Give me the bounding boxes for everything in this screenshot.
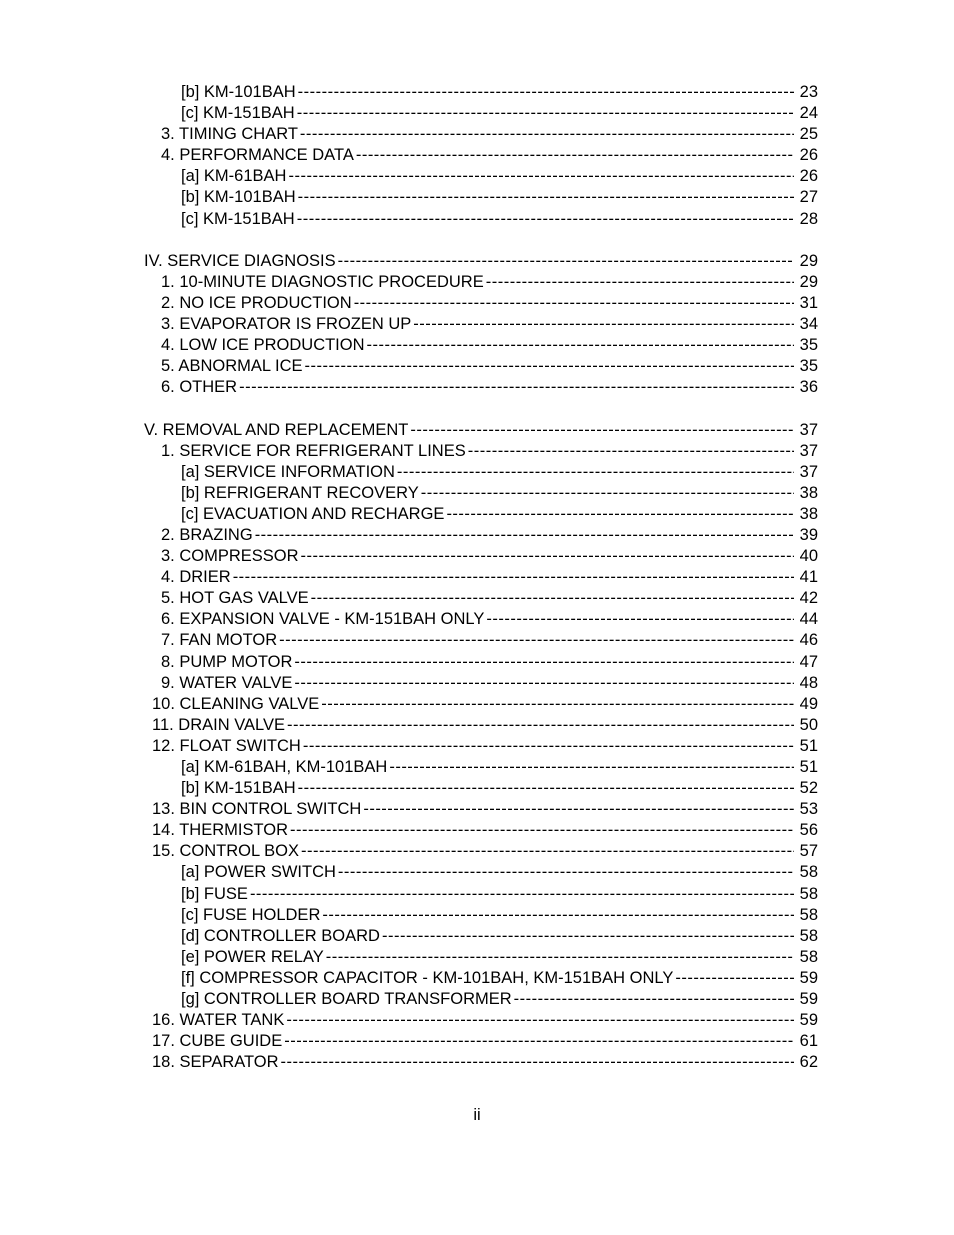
toc-entry-label: 4. PERFORMANCE DATA — [161, 145, 356, 166]
toc-dot-leader — [301, 841, 794, 862]
toc-entry-page: 59 — [798, 1010, 818, 1031]
toc-leader-line — [152, 820, 794, 841]
toc-dot-leader — [363, 799, 794, 820]
toc-entry-label: 1. 10-MINUTE DIAGNOSTIC PROCEDURE — [161, 272, 486, 293]
toc-leader-line — [161, 441, 794, 462]
toc-entry-label: 3. EVAPORATOR IS FROZEN UP — [161, 314, 413, 335]
toc-entry-page: 27 — [798, 187, 818, 208]
toc-entry-label: 16. WATER TANK — [152, 1010, 286, 1031]
toc-leader-line — [181, 757, 794, 778]
toc-entry-label: [b] KM-101BAH — [181, 187, 298, 208]
toc-entry-label: [e] POWER RELAY — [181, 947, 326, 968]
toc-entry-page: 59 — [798, 968, 818, 989]
toc-entry-page: 39 — [798, 525, 818, 546]
toc-dot-leader — [389, 757, 794, 778]
toc-entry-label: [d] CONTROLLER BOARD — [181, 926, 382, 947]
toc-dot-leader — [397, 462, 794, 483]
toc-entry-page: 25 — [798, 124, 818, 145]
toc-entry-page: 58 — [798, 862, 818, 883]
toc-entry-label: 10. CLEANING VALVE — [152, 694, 321, 715]
toc-entry-page: 37 — [798, 441, 818, 462]
toc-leader-line — [181, 483, 794, 504]
toc-entry[interactable] — [0, 947, 954, 968]
toc-leader-line — [161, 124, 794, 145]
toc-entry-label: 3. TIMING CHART — [161, 124, 300, 145]
toc-entry-label: 6. OTHER — [161, 377, 239, 398]
toc-entry[interactable] — [0, 652, 954, 673]
toc-leader-line — [181, 462, 794, 483]
toc-dot-leader — [298, 82, 794, 103]
toc-dot-leader — [279, 630, 794, 651]
toc-dot-leader — [486, 272, 794, 293]
toc-entry-page: 28 — [798, 209, 818, 230]
toc-leader-line — [161, 567, 794, 588]
toc-dot-leader — [338, 251, 794, 272]
toc-leader-line — [152, 841, 794, 862]
toc-leader-line — [161, 652, 794, 673]
toc-entry-label: 13. BIN CONTROL SWITCH — [152, 799, 363, 820]
toc-entry[interactable] — [0, 884, 954, 905]
toc-leader-line — [161, 630, 794, 651]
toc-entry-label: 2. NO ICE PRODUCTION — [161, 293, 354, 314]
toc-leader-line — [152, 715, 794, 736]
toc-entry-label: 9. WATER VALVE — [161, 673, 294, 694]
toc-entry-page: 49 — [798, 694, 818, 715]
section-spacer — [0, 398, 954, 419]
toc-entry[interactable] — [0, 314, 954, 335]
toc-entry-label: [c] KM-151BAH — [181, 103, 297, 124]
toc-entry-page: 62 — [798, 1052, 818, 1073]
toc-entry[interactable] — [0, 462, 954, 483]
toc-dot-leader — [486, 609, 794, 630]
toc-entry[interactable] — [0, 1052, 954, 1073]
toc-dot-leader — [290, 820, 794, 841]
toc-entry-label: 4. DRIER — [161, 567, 233, 588]
toc-entry-label: [a] KM-61BAH, KM-101BAH — [181, 757, 389, 778]
toc-entry-label: [b] FUSE — [181, 884, 250, 905]
toc-dot-leader — [413, 314, 794, 335]
toc-entry[interactable] — [0, 968, 954, 989]
toc-dot-leader — [338, 862, 794, 883]
toc-leader-line — [144, 420, 794, 441]
toc-entry-page: 56 — [798, 820, 818, 841]
toc-dot-leader — [326, 947, 794, 968]
toc-entry[interactable] — [0, 124, 954, 145]
toc-leader-line — [181, 926, 794, 947]
toc-entry[interactable] — [0, 293, 954, 314]
toc-leader-line — [181, 989, 794, 1010]
toc-entry-page: 59 — [798, 989, 818, 1010]
toc-entry-label: [c] FUSE HOLDER — [181, 905, 322, 926]
toc-entry-page: 41 — [798, 567, 818, 588]
toc-entry-page: 50 — [798, 715, 818, 736]
toc-leader-line — [161, 356, 794, 377]
toc-entry-label: 1. SERVICE FOR REFRIGERANT LINES — [161, 441, 468, 462]
toc-entry-page: 61 — [798, 1031, 818, 1052]
toc-entry[interactable] — [0, 736, 954, 757]
toc-entry-page: 36 — [798, 377, 818, 398]
toc-leader-line — [181, 778, 794, 799]
toc-entry[interactable] — [0, 335, 954, 356]
toc-leader-line — [161, 546, 794, 567]
toc-leader-line — [152, 736, 794, 757]
toc-entry-label: 18. SEPARATOR — [152, 1052, 281, 1073]
toc-entry-label: 6. EXPANSION VALVE - KM-151BAH ONLY — [161, 609, 486, 630]
toc-entry-label: 17. CUBE GUIDE — [152, 1031, 284, 1052]
toc-entry[interactable] — [0, 778, 954, 799]
toc-entry-page: 38 — [798, 483, 818, 504]
toc-dot-leader — [421, 483, 794, 504]
toc-entry-page: 35 — [798, 335, 818, 356]
toc-entry-page: 47 — [798, 652, 818, 673]
toc-entry[interactable] — [0, 525, 954, 546]
toc-entry-page: 51 — [798, 757, 818, 778]
table-of-contents — [0, 82, 954, 1073]
toc-entry-page: 42 — [798, 588, 818, 609]
toc-dot-leader — [298, 778, 794, 799]
toc-entry[interactable] — [0, 356, 954, 377]
toc-entry-page: 40 — [798, 546, 818, 567]
toc-entry-page: 26 — [798, 145, 818, 166]
toc-dot-leader — [468, 441, 794, 462]
toc-leader-line — [181, 862, 794, 883]
toc-entry-label: 5. HOT GAS VALVE — [161, 588, 311, 609]
toc-leader-line — [161, 314, 794, 335]
toc-entry-label: 2. BRAZING — [161, 525, 255, 546]
toc-leader-line — [161, 609, 794, 630]
toc-entry-page: 46 — [798, 630, 818, 651]
toc-entry[interactable] — [0, 166, 954, 187]
toc-dot-leader — [321, 694, 794, 715]
toc-dot-leader — [297, 209, 794, 230]
toc-entry-page: 58 — [798, 905, 818, 926]
toc-dot-leader — [294, 673, 794, 694]
toc-entry[interactable] — [0, 1010, 954, 1031]
toc-entry-label: [f] COMPRESSOR CAPACITOR - KM-101BAH, KM-151BAH ONLY — [181, 968, 675, 989]
toc-dot-leader — [311, 588, 794, 609]
toc-entry-label: IV. SERVICE DIAGNOSIS — [144, 251, 338, 272]
toc-entry-label: [b] KM-101BAH — [181, 82, 298, 103]
toc-entry-page: 34 — [798, 314, 818, 335]
toc-dot-leader — [297, 103, 794, 124]
toc-entry-page: 58 — [798, 926, 818, 947]
toc-entry[interactable] — [0, 209, 954, 230]
toc-leader-line — [181, 166, 794, 187]
toc-leader-line — [181, 187, 794, 208]
toc-entry-page: 57 — [798, 841, 818, 862]
toc-entry[interactable] — [0, 630, 954, 651]
toc-entry[interactable] — [0, 272, 954, 293]
toc-leader-line — [181, 905, 794, 926]
toc-leader-line — [152, 694, 794, 715]
toc-entry-label: [b] KM-151BAH — [181, 778, 298, 799]
toc-dot-leader — [305, 356, 794, 377]
toc-leader-line — [181, 209, 794, 230]
toc-entry-label: [a] KM-61BAH — [181, 166, 288, 187]
toc-dot-leader — [354, 293, 794, 314]
toc-entry[interactable] — [0, 103, 954, 124]
toc-dot-leader — [255, 525, 794, 546]
toc-entry-page: 58 — [798, 884, 818, 905]
toc-entry-page: 44 — [798, 609, 818, 630]
toc-entry-label: 7. FAN MOTOR — [161, 630, 279, 651]
toc-leader-line — [181, 103, 794, 124]
section-spacer — [0, 230, 954, 251]
toc-entry[interactable] — [0, 757, 954, 778]
toc-entry[interactable] — [0, 694, 954, 715]
toc-entry[interactable] — [0, 862, 954, 883]
toc-entry-page: 35 — [798, 356, 818, 377]
toc-leader-line — [161, 272, 794, 293]
toc-leader-line — [161, 525, 794, 546]
toc-entry-page: 37 — [798, 420, 818, 441]
toc-leader-line — [181, 947, 794, 968]
toc-dot-leader — [250, 884, 794, 905]
toc-entry[interactable] — [0, 420, 954, 441]
toc-dot-leader — [288, 166, 794, 187]
toc-dot-leader — [301, 546, 794, 567]
toc-dot-leader — [298, 187, 794, 208]
toc-entry[interactable] — [0, 673, 954, 694]
toc-leader-line — [161, 588, 794, 609]
toc-entry-label: [c] EVACUATION AND RECHARGE — [181, 504, 446, 525]
toc-leader-line — [181, 82, 794, 103]
toc-leader-line — [152, 1052, 794, 1073]
toc-entry[interactable] — [0, 82, 954, 103]
toc-dot-leader — [281, 1052, 794, 1073]
toc-dot-leader — [322, 905, 794, 926]
toc-entry-label: [b] REFRIGERANT RECOVERY — [181, 483, 421, 504]
toc-leader-line — [144, 251, 794, 272]
toc-entry[interactable] — [0, 820, 954, 841]
toc-leader-line — [161, 335, 794, 356]
toc-entry[interactable] — [0, 145, 954, 166]
toc-leader-line — [152, 799, 794, 820]
toc-leader-line — [161, 377, 794, 398]
toc-entry[interactable] — [0, 905, 954, 926]
toc-dot-leader — [382, 926, 794, 947]
toc-entry-label: 4. LOW ICE PRODUCTION — [161, 335, 367, 356]
toc-dot-leader — [514, 989, 794, 1010]
toc-entry[interactable] — [0, 441, 954, 462]
toc-leader-line — [161, 293, 794, 314]
toc-dot-leader — [233, 567, 794, 588]
toc-entry-label: 11. DRAIN VALVE — [152, 715, 287, 736]
toc-leader-line — [161, 145, 794, 166]
toc-entry-label: 14. THERMISTOR — [152, 820, 290, 841]
toc-entry-page: 51 — [798, 736, 818, 757]
toc-dot-leader — [294, 652, 794, 673]
toc-leader-line — [152, 1031, 794, 1052]
toc-entry[interactable] — [0, 715, 954, 736]
toc-entry[interactable] — [0, 841, 954, 862]
toc-entry-label: [a] SERVICE INFORMATION — [181, 462, 397, 483]
toc-entry-page: 58 — [798, 947, 818, 968]
toc-entry-label: 3. COMPRESSOR — [161, 546, 301, 567]
toc-entry-page: 23 — [798, 82, 818, 103]
toc-entry-page: 37 — [798, 462, 818, 483]
toc-entry-label: [g] CONTROLLER BOARD TRANSFORMER — [181, 989, 514, 1010]
toc-dot-leader — [286, 1010, 794, 1031]
toc-dot-leader — [300, 124, 794, 145]
toc-dot-leader — [287, 715, 794, 736]
toc-leader-line — [181, 504, 794, 525]
toc-entry[interactable] — [0, 504, 954, 525]
toc-entry-page: 29 — [798, 251, 818, 272]
toc-entry-label: 12. FLOAT SWITCH — [152, 736, 303, 757]
toc-entry-label: 8. PUMP MOTOR — [161, 652, 294, 673]
toc-entry-page: 38 — [798, 504, 818, 525]
toc-entry-page: 53 — [798, 799, 818, 820]
toc-entry[interactable] — [0, 377, 954, 398]
toc-entry-label: [c] KM-151BAH — [181, 209, 297, 230]
toc-leader-line — [181, 968, 794, 989]
toc-entry-page: 31 — [798, 293, 818, 314]
toc-leader-line — [161, 673, 794, 694]
toc-dot-leader — [239, 377, 794, 398]
toc-dot-leader — [367, 335, 794, 356]
toc-dot-leader — [675, 968, 794, 989]
toc-entry[interactable] — [0, 483, 954, 504]
page-number: ii — [473, 1106, 481, 1124]
toc-entry[interactable] — [0, 567, 954, 588]
toc-dot-leader — [446, 504, 794, 525]
toc-entry-page: 52 — [798, 778, 818, 799]
toc-dot-leader — [410, 420, 794, 441]
toc-entry[interactable] — [0, 1031, 954, 1052]
toc-entry-page: 29 — [798, 272, 818, 293]
toc-entry-page: 26 — [798, 166, 818, 187]
toc-entry-label: 5. ABNORMAL ICE — [161, 356, 305, 377]
toc-entry[interactable] — [0, 989, 954, 1010]
toc-dot-leader — [303, 736, 794, 757]
toc-entry-label: V. REMOVAL AND REPLACEMENT — [144, 420, 410, 441]
toc-entry-label: 15. CONTROL BOX — [152, 841, 301, 862]
toc-dot-leader — [284, 1031, 794, 1052]
toc-entry-page: 24 — [798, 103, 818, 124]
toc-entry-label: [a] POWER SWITCH — [181, 862, 338, 883]
toc-leader-line — [152, 1010, 794, 1031]
toc-entry[interactable] — [0, 251, 954, 272]
toc-entry[interactable] — [0, 926, 954, 947]
toc-leader-line — [181, 884, 794, 905]
toc-entry[interactable] — [0, 546, 954, 567]
toc-entry[interactable] — [0, 187, 954, 208]
toc-entry-page: 48 — [798, 673, 818, 694]
toc-entry[interactable] — [0, 799, 954, 820]
toc-dot-leader — [356, 145, 794, 166]
toc-entry[interactable] — [0, 588, 954, 609]
toc-entry[interactable] — [0, 609, 954, 630]
